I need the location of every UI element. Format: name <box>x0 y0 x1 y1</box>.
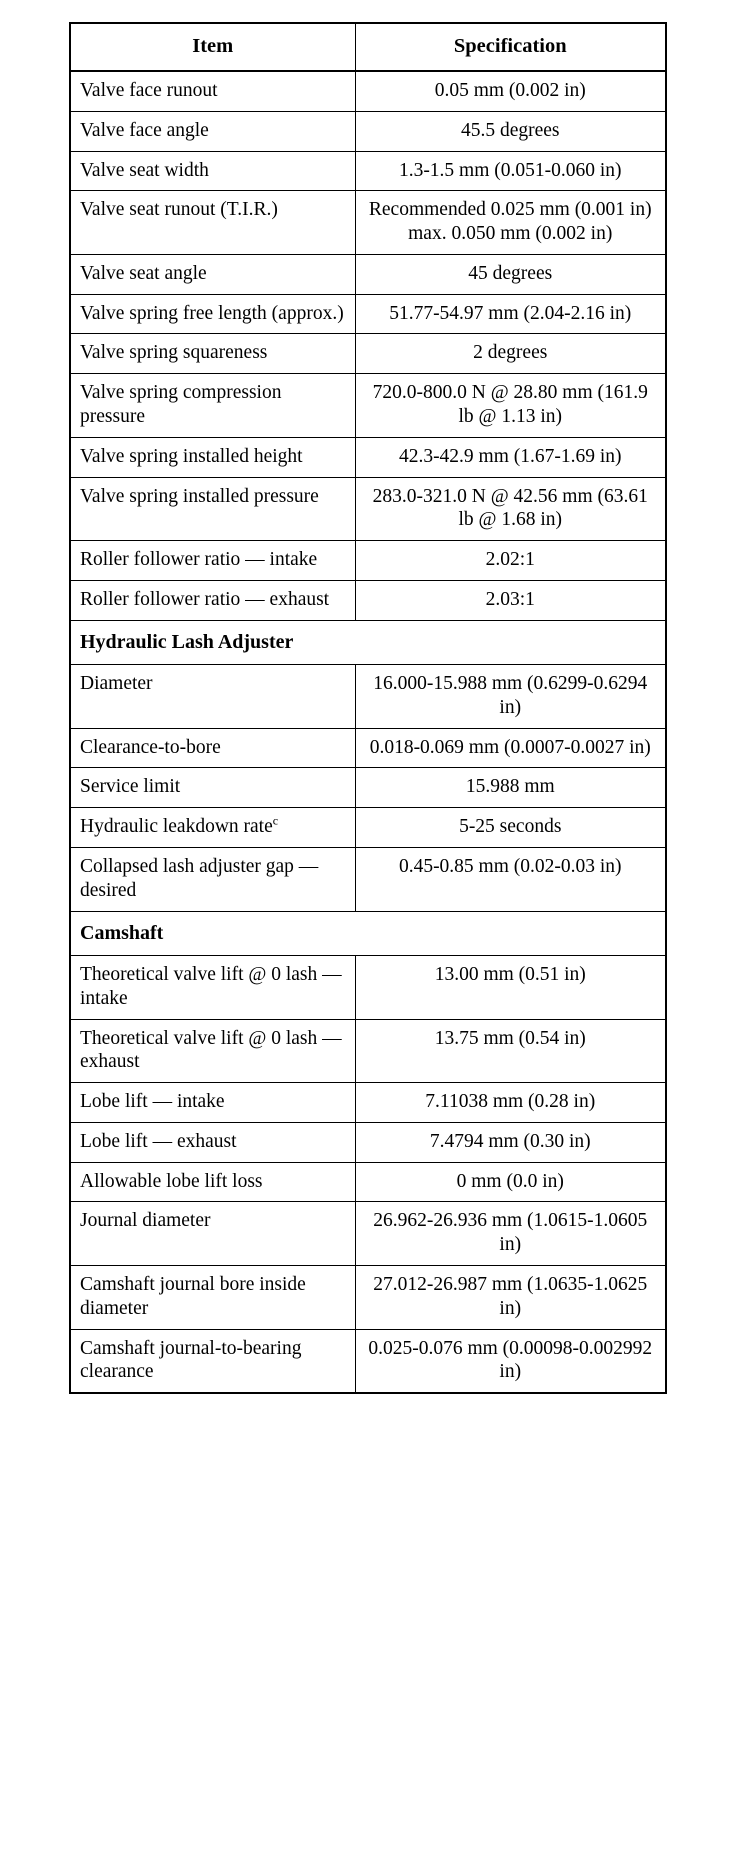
cell-specification: 15.988 mm <box>355 768 666 808</box>
cell-item <box>70 541 355 581</box>
cell-item-text: Collapsed lash adjuster gap — desired <box>80 856 319 901</box>
cell-item <box>70 374 355 438</box>
cell-specification: 27.012-26.987 mm (1.0635-1.0625 in) <box>355 1266 666 1330</box>
table-section-row <box>70 911 666 955</box>
cell-item-text: Valve spring squareness <box>80 342 268 364</box>
table-row <box>70 111 666 151</box>
cell-specification: 16.000-15.988 mm (0.6299-0.6294 in) <box>355 665 666 729</box>
cell-item <box>70 1019 355 1083</box>
table-row <box>70 580 666 620</box>
table-row <box>70 955 666 1019</box>
cell-item-text: Lobe lift — intake <box>80 1091 225 1113</box>
table-row <box>70 1266 666 1330</box>
cell-item-text: Camshaft journal bore inside diameter <box>80 1274 306 1319</box>
specification-table <box>69 22 667 1394</box>
cell-specification: 51.77-54.97 mm (2.04-2.16 in) <box>355 294 666 334</box>
cell-item <box>70 1266 355 1330</box>
cell-specification: 2 degrees <box>355 334 666 374</box>
table-section-row <box>70 620 666 664</box>
cell-item-text: Journal diameter <box>80 1210 211 1232</box>
cell-item <box>70 334 355 374</box>
cell-specification: 13.75 mm (0.54 in) <box>355 1019 666 1083</box>
table-row <box>70 374 666 438</box>
column-header-item: Item <box>70 23 355 71</box>
cell-specification: 45.5 degrees <box>355 111 666 151</box>
cell-item-text: Valve face runout <box>80 80 218 101</box>
cell-item <box>70 1162 355 1202</box>
table-row <box>70 1122 666 1162</box>
cell-item-text: Hydraulic leakdown rate <box>80 816 273 838</box>
cell-specification: 283.0-321.0 N @ 42.56 mm (63.61 lb @ 1.68 in) <box>355 477 666 541</box>
cell-specification: 0.018-0.069 mm (0.0007-0.0027 in) <box>355 728 666 768</box>
cell-specification: 7.11038 mm (0.28 in) <box>355 1083 666 1123</box>
cell-item-text: Theoretical valve lift @ 0 lash — intake <box>80 963 342 1009</box>
section-title: Camshaft <box>70 911 666 955</box>
cell-item-text: Service limit <box>80 776 181 798</box>
cell-specification: 0.45-0.85 mm (0.02-0.03 in) <box>355 848 666 912</box>
cell-item <box>70 848 355 912</box>
table-row <box>70 1162 666 1202</box>
table-row <box>70 768 666 808</box>
cell-item-text: Clearance-to-bore <box>80 736 221 758</box>
cell-item-text: Valve spring installed height <box>80 445 303 467</box>
table-row <box>70 1083 666 1123</box>
cell-item <box>70 768 355 808</box>
cell-item <box>70 254 355 294</box>
cell-item-text: Roller follower ratio — intake <box>80 549 318 571</box>
table-row <box>70 541 666 581</box>
cell-item-text: Valve spring compression pressure <box>80 382 282 428</box>
table-row <box>70 191 666 255</box>
cell-specification: 0 mm (0.0 in) <box>355 1162 666 1202</box>
cell-item <box>70 955 355 1019</box>
cell-specification: 2.03:1 <box>355 580 666 620</box>
cell-item <box>70 1083 355 1123</box>
table-row <box>70 728 666 768</box>
cell-item <box>70 191 355 255</box>
cell-item-text: Theoretical valve lift @ 0 lash — exhaust <box>80 1027 342 1073</box>
cell-item <box>70 728 355 768</box>
cell-item-text: Lobe lift — exhaust <box>80 1130 237 1152</box>
cell-item <box>70 151 355 191</box>
cell-item <box>70 437 355 477</box>
cell-item <box>70 1329 355 1393</box>
cell-item-text: Roller follower ratio — exhaust <box>80 588 330 610</box>
cell-item <box>70 1122 355 1162</box>
section-title: Hydraulic Lash Adjuster <box>70 620 666 664</box>
table-row <box>70 437 666 477</box>
table-row <box>70 1202 666 1266</box>
table-row <box>70 1329 666 1393</box>
table-row <box>70 71 666 111</box>
cell-specification: 2.02:1 <box>355 541 666 581</box>
footnote-marker: c <box>272 813 279 828</box>
cell-item <box>70 580 355 620</box>
cell-item <box>70 111 355 151</box>
table-row <box>70 477 666 541</box>
cell-specification: 1.3-1.5 mm (0.051-0.060 in) <box>355 151 666 191</box>
cell-item <box>70 808 355 848</box>
table-row <box>70 334 666 374</box>
cell-item-text: Valve seat width <box>80 159 209 181</box>
table-row <box>70 254 666 294</box>
table-body <box>70 71 666 1393</box>
cell-specification: Recommended 0.025 mm (0.001 in) max. 0.050 mm (0.002 in) <box>355 191 666 255</box>
cell-item <box>70 71 355 111</box>
cell-item-text: Allowable lobe lift loss <box>80 1170 263 1192</box>
cell-item-text: Valve spring installed pressure <box>80 485 319 507</box>
table-header-row <box>70 23 666 71</box>
cell-item-text: Valve spring free length (approx.) <box>80 302 344 324</box>
cell-item <box>70 477 355 541</box>
table-row <box>70 848 666 912</box>
table-row <box>70 808 666 848</box>
cell-item <box>70 294 355 334</box>
cell-item <box>70 1202 355 1266</box>
cell-item-text: Valve seat runout (T.I.R.) <box>80 199 278 221</box>
table-row <box>70 294 666 334</box>
cell-specification: 45 degrees <box>355 254 666 294</box>
cell-specification: 7.4794 mm (0.30 in) <box>355 1122 666 1162</box>
cell-specification: 0.025-0.076 mm (0.00098-0.002992 in) <box>355 1329 666 1393</box>
cell-item-text: Camshaft journal-to-bearing clearance <box>80 1337 302 1383</box>
cell-item <box>70 665 355 729</box>
cell-specification: 5-25 seconds <box>355 808 666 848</box>
cell-item-text: Diameter <box>80 673 153 695</box>
table-header <box>70 23 666 71</box>
cell-specification: 720.0-800.0 N @ 28.80 mm (161.9 lb @ 1.13 in) <box>355 374 666 438</box>
cell-specification: 13.00 mm (0.51 in) <box>355 955 666 1019</box>
table-row <box>70 151 666 191</box>
cell-item-text: Valve face angle <box>80 119 209 141</box>
cell-specification: 42.3-42.9 mm (1.67-1.69 in) <box>355 437 666 477</box>
table-row <box>70 1019 666 1083</box>
table-row <box>70 665 666 729</box>
cell-specification: 26.962-26.936 mm (1.0615-1.0605 in) <box>355 1202 666 1266</box>
cell-item-text: Valve seat angle <box>80 262 207 284</box>
column-header-specification: Specification <box>355 23 666 71</box>
cell-specification: 0.05 mm (0.002 in) <box>355 71 666 111</box>
